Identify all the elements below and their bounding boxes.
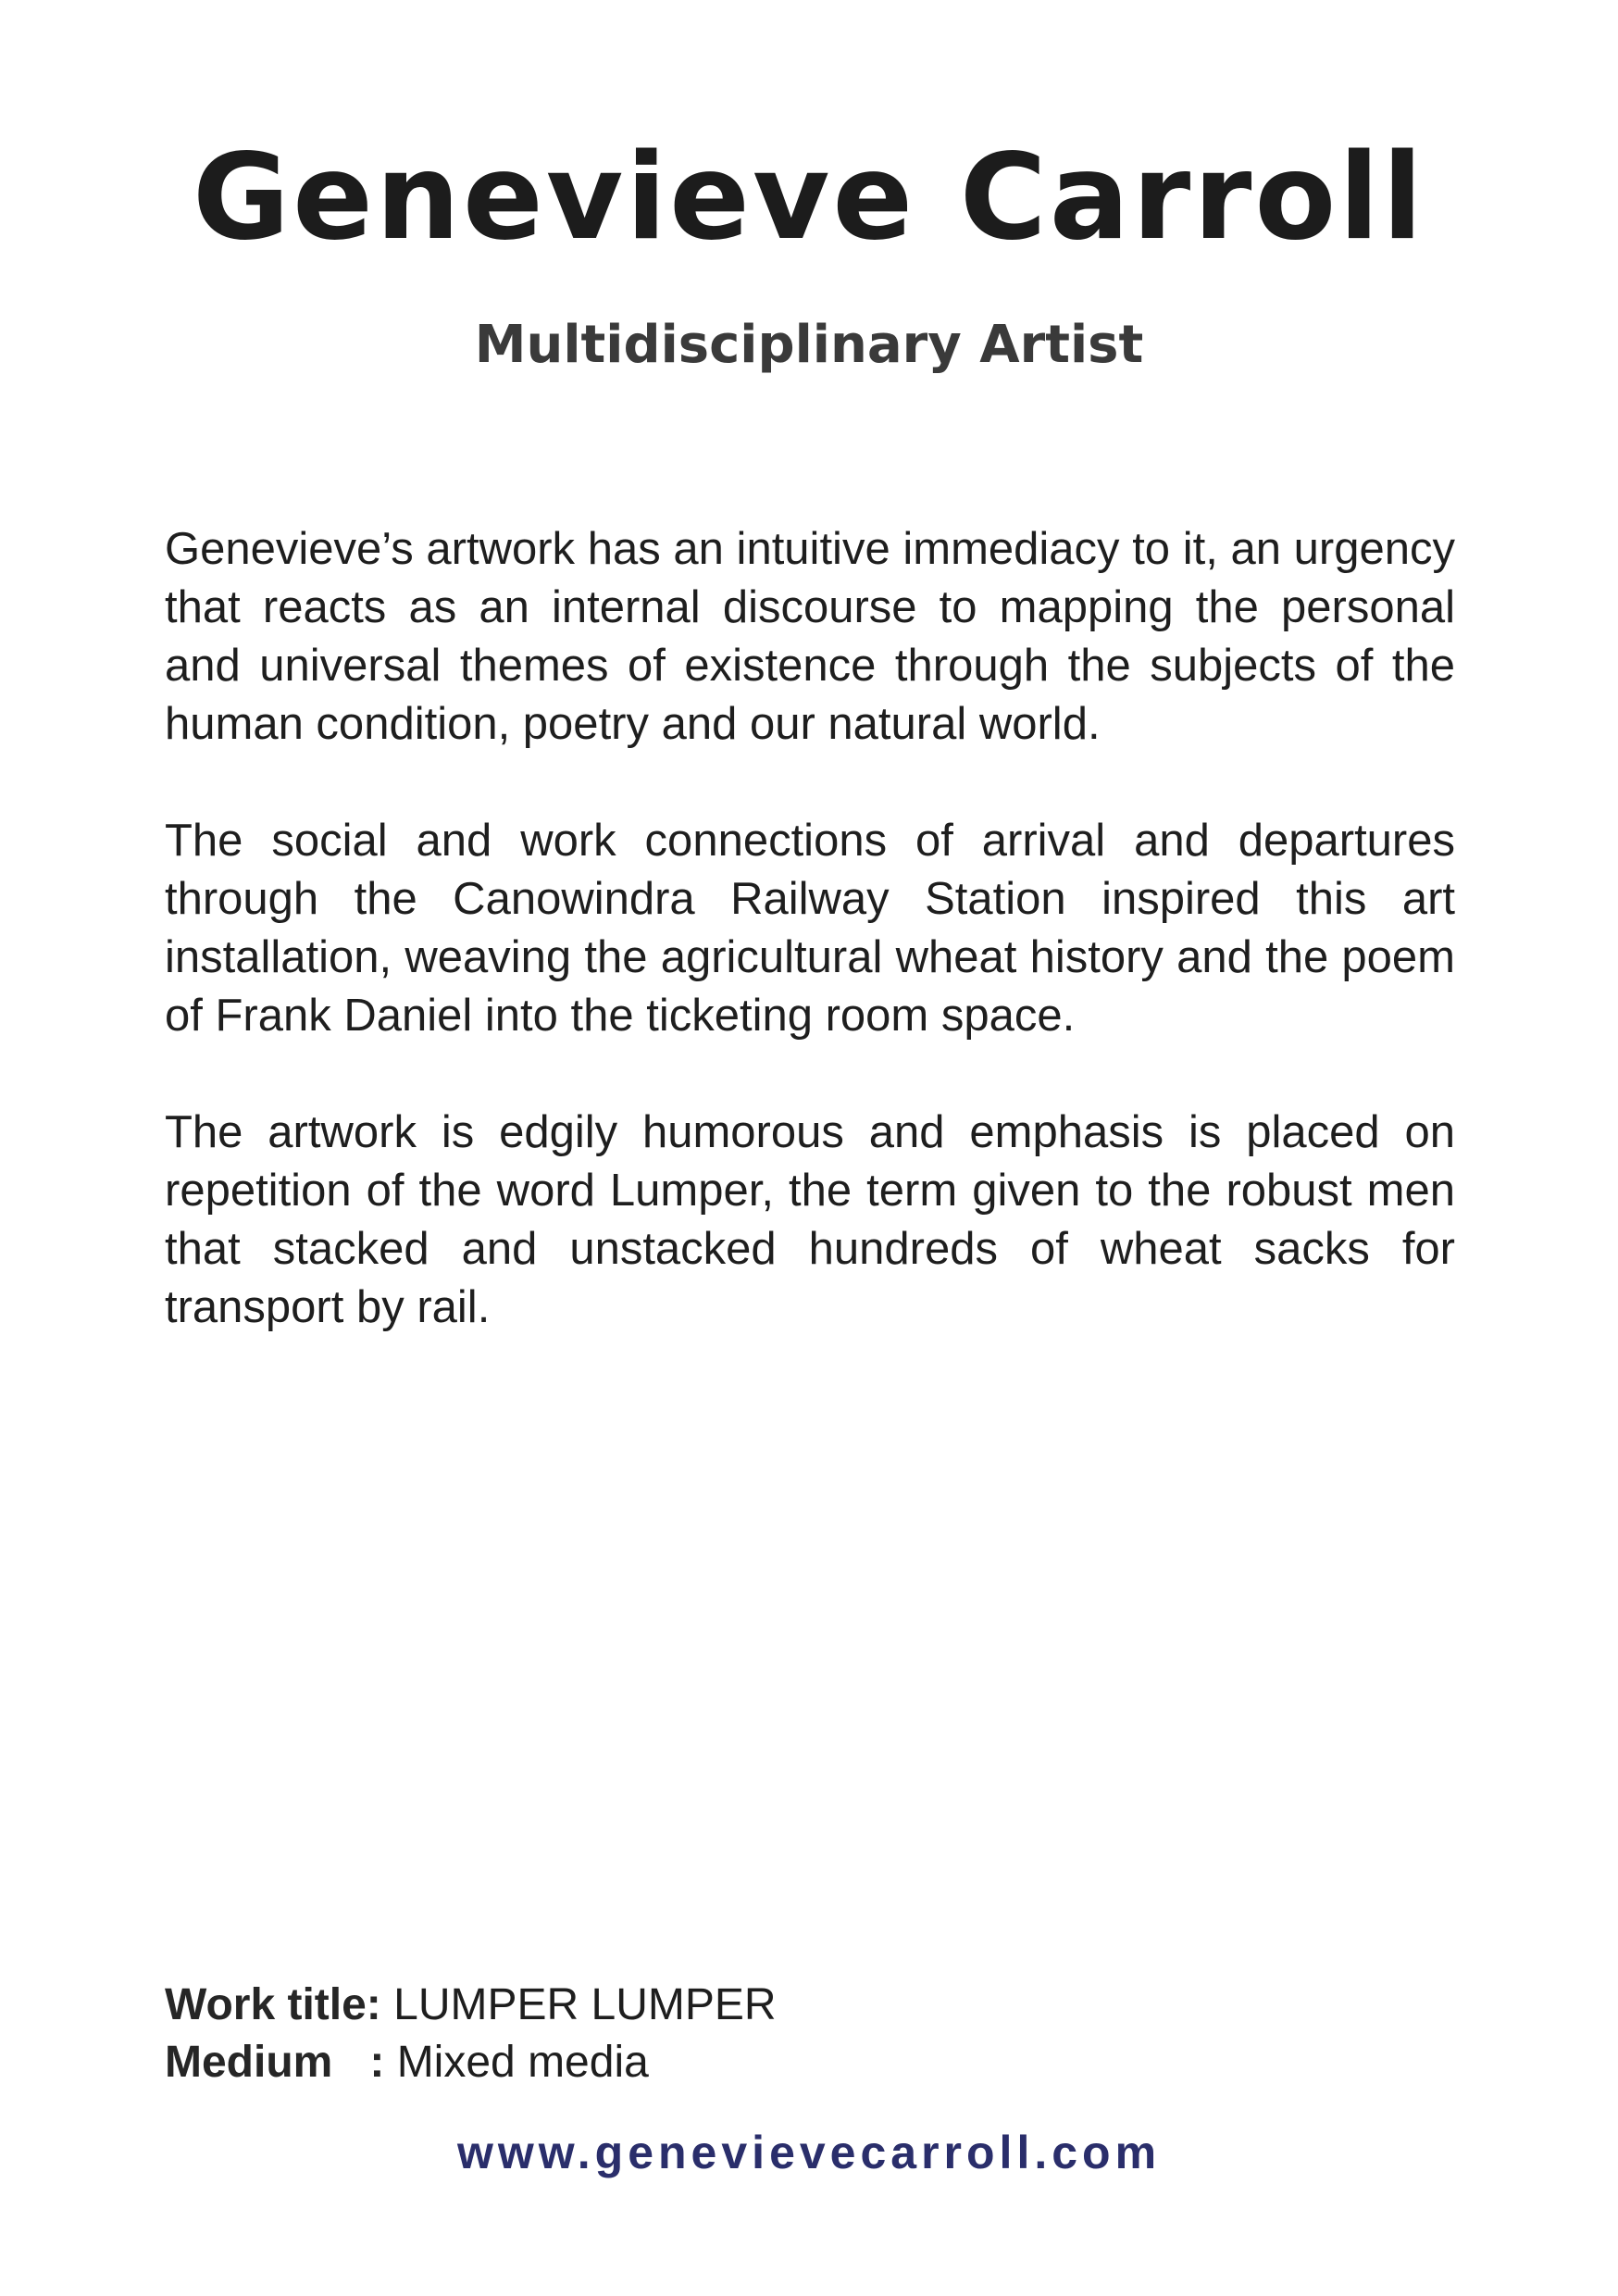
statement-paragraph: Genevieve’s artwork has an intuitive immediacy to it, an urgency that reacts as an internal discourse to mapping the personal and universal themes of existence through the subjects of the human condition, poetry and our natural world. (165, 524, 1455, 749)
work-details (165, 1977, 777, 2091)
medium-separator: : (369, 2038, 385, 2087)
work-title-row (165, 1977, 777, 2034)
artist-statement (165, 520, 1455, 1395)
work-title-label: Work title: (165, 1980, 381, 2029)
website-link[interactable]: www.genevievecarroll.com (456, 2127, 1162, 2178)
statement-paragraph: The social and work connections of arrival and departures through the Canowindra Railway Station inspired this art installation, weaving the agricultural wheat history and the poem of Frank Daniel into the ticketing room space. (165, 816, 1455, 1041)
medium-value: Mixed media (396, 2038, 649, 2087)
work-title-value: LUMPER LUMPER (393, 1980, 777, 2029)
statement-paragraph: The artwork is edgily humorous and emphasis is placed on repetition of the word Lumper, the term given to the robust men that stacked and unstacked hundreds of wheat sacks for transport by rail. (165, 1107, 1455, 1332)
medium-label: Medium (165, 2038, 333, 2087)
artist-role: Multidisciplinary Artist (474, 315, 1144, 375)
medium-row (165, 2034, 777, 2091)
artist-name: Genevieve Carroll (193, 129, 1425, 267)
